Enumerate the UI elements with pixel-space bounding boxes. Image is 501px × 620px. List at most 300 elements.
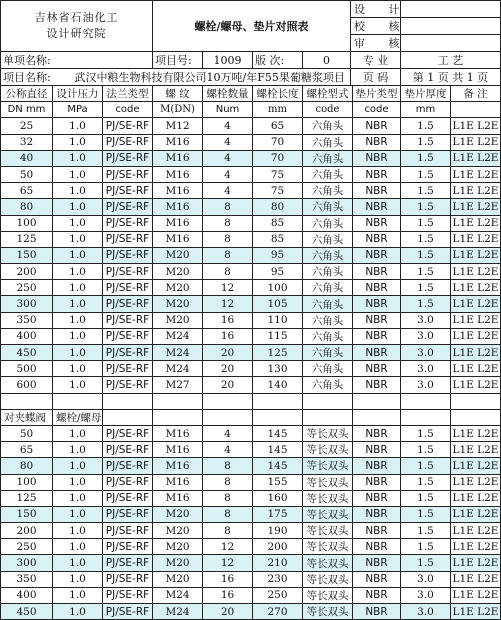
dn-cell: 65 [1,183,53,199]
remarks-cell: L1E L2E [451,361,501,377]
blank-cell [401,409,451,425]
table-row[interactable] [1,539,501,555]
bolt-qty-cell: 12 [203,555,253,571]
gasket-type-cell: NBR [353,571,401,587]
pressure-cell: 1.0 [53,312,103,328]
dn-cell: 400 [1,328,53,344]
table-row[interactable] [1,361,501,377]
table-row[interactable] [1,587,501,603]
bolt-qty-cell: 4 [203,183,253,199]
table-row[interactable] [1,345,501,361]
remarks-cell: L1E L2E [451,134,501,150]
pressure-cell: 1.0 [53,604,103,620]
thread-cell: M20 [153,539,203,555]
thread-cell: M20 [153,247,203,263]
dn-cell: 25 [1,118,53,134]
dn-cell: 50 [1,425,53,441]
bolt-type-cell: 等长双头 [303,490,353,506]
pressure-cell: 1.0 [53,345,103,361]
blank-cell [451,409,501,425]
table-row[interactable] [1,280,501,296]
table-row[interactable] [1,134,501,150]
bolt-qty-cell: 8 [203,199,253,215]
bolt-type-unit: code [303,102,353,118]
bolt-qty-cell: 16 [203,328,253,344]
remarks-cell: L1E L2E [451,523,501,539]
gasket-type-cell: NBR [353,150,401,166]
sign-check-value[interactable] [401,18,501,35]
bolt-type-cell: 六角头 [303,118,353,134]
bolt-length-cell: 100 [253,280,303,296]
pressure-cell: 1.0 [53,150,103,166]
bolt-qty-header: 螺栓数量 [203,86,253,102]
pressure-cell: 1.0 [53,587,103,603]
bolt-length-cell: 190 [253,523,303,539]
gasket-type-cell: NBR [353,523,401,539]
flange-type-cell: PJ/SE-RF [103,458,153,474]
specialty-label: 专 业 [351,52,401,69]
remarks-cell: L1E L2E [451,474,501,490]
bolt-length-cell: 80 [253,199,303,215]
org-name [1,1,153,52]
gasket-thickness-cell: 1.5 [401,474,451,490]
bolt-qty-cell: 8 [203,523,253,539]
gasket-thickness-cell: 1.5 [401,231,451,247]
remarks-unit [451,102,501,118]
gasket-type-cell: NBR [353,247,401,263]
gasket-thickness-cell: 1.5 [401,215,451,231]
dn-cell: 400 [1,587,53,603]
bolt-length-cell: 145 [253,442,303,458]
pressure-cell: 1.0 [53,134,103,150]
dn-unit: DN mm [1,102,53,118]
thread-cell: M20 [153,555,203,571]
bolt-length-cell: 105 [253,296,303,312]
gasket-type-cell: NBR [353,458,401,474]
project-no-value[interactable]: 1009 [203,52,253,69]
bolt-type-cell: 等长双头 [303,539,353,555]
sign-design-value[interactable] [401,1,501,18]
gasket-thickness-cell: 1.5 [401,264,451,280]
flange-type-cell: PJ/SE-RF [103,312,153,328]
gasket-type-cell: NBR [353,361,401,377]
pressure-cell: 1.0 [53,555,103,571]
table-row[interactable] [1,474,501,490]
project-title-text: 武汉中粮生物科技有限公司10万吨/年F55果葡糖浆项目 [74,71,345,84]
flange-type-cell: PJ/SE-RF [103,280,153,296]
thread-cell: M12 [153,118,203,134]
section-label-bolt: 螺栓/螺母 [53,409,103,425]
bolt-type-cell: 等长双头 [303,571,353,587]
gasket-type-cell: NBR [353,312,401,328]
bolt-type-cell: 等长双头 [303,425,353,441]
table-row[interactable] [1,166,501,182]
dn-cell: 80 [1,458,53,474]
specialty-value[interactable]: 工 艺 [401,52,501,69]
remarks-cell: L1E L2E [451,442,501,458]
section-label-valve: 对夹蝶阀 [1,409,53,425]
pressure-cell: 1.0 [53,458,103,474]
thread-unit: M(DN) [153,102,203,118]
bolt-qty-cell: 4 [203,442,253,458]
gasket-thickness-cell: 1.5 [401,425,451,441]
flange-type-cell: PJ/SE-RF [103,215,153,231]
bolt-type-cell: 六角头 [303,312,353,328]
gasket-thickness-cell: 3.0 [401,328,451,344]
dn-header: 公称直径 [1,86,53,102]
blank-cell [253,393,303,409]
dn-cell: 150 [1,247,53,263]
pressure-cell: 1.0 [53,474,103,490]
blank-cell [53,393,103,409]
project-name-label: 单项名称: [1,52,153,69]
remarks-cell: L1E L2E [451,555,501,571]
gasket-thickness-cell: 1.5 [401,506,451,522]
bolt-length-cell: 65 [253,118,303,134]
pressure-header: 设计压力 [53,86,103,102]
gasket-type-cell: NBR [353,555,401,571]
bolt-type-cell: 等长双头 [303,506,353,522]
pressure-cell: 1.0 [53,118,103,134]
flange-type-cell: PJ/SE-RF [103,474,153,490]
table-row[interactable] [1,118,501,134]
table-row[interactable] [1,247,501,263]
dn-cell: 300 [1,296,53,312]
gasket-thickness-cell: 3.0 [401,571,451,587]
gasket-thickness-cell: 3.0 [401,587,451,603]
table-row[interactable] [1,199,501,215]
bolt-length-cell: 175 [253,506,303,522]
gasket-type-cell: NBR [353,604,401,620]
table-row[interactable] [1,183,501,199]
gasket-thickness-cell: 3.0 [401,312,451,328]
version-value[interactable]: 0 [303,52,351,69]
pressure-cell: 1.0 [53,490,103,506]
flange-type-cell: PJ/SE-RF [103,361,153,377]
flange-type-cell: PJ/SE-RF [103,425,153,441]
thread-header: 螺 纹 [153,86,203,102]
thread-cell: M24 [153,587,203,603]
gasket-type-cell: NBR [353,506,401,522]
page-info: 第 1 页 共 1 页 [401,69,501,86]
gasket-type-unit: code [353,102,401,118]
bolt-qty-cell: 8 [203,231,253,247]
org-line-1: 吉林省石油化工 [34,11,119,24]
bolt-qty-cell: 20 [203,604,253,620]
gasket-thickness-cell: 1.5 [401,490,451,506]
gasket-type-cell: NBR [353,183,401,199]
bolt-length-cell: 70 [253,150,303,166]
thread-cell: M16 [153,425,203,441]
gasket-type-cell: NBR [353,442,401,458]
flange-type-cell: PJ/SE-RF [103,523,153,539]
bolt-length-cell: 155 [253,474,303,490]
bolt-type-cell: 六角头 [303,296,353,312]
bolt-qty-cell: 8 [203,458,253,474]
table-row[interactable] [1,312,501,328]
dn-cell: 40 [1,150,53,166]
butterfly-valve-rows [1,425,501,619]
table-row[interactable] [1,150,501,166]
gasket-thickness-cell: 1.5 [401,280,451,296]
bolt-length-cell: 125 [253,345,303,361]
bolt-qty-cell: 8 [203,506,253,522]
pressure-unit: MPa [53,102,103,118]
dn-cell: 125 [1,490,53,506]
blank-cell [103,409,153,425]
gasket-type-cell: NBR [353,425,401,441]
bolt-type-cell: 六角头 [303,183,353,199]
bolt-type-cell: 六角头 [303,377,353,393]
gasket-thickness-cell: 1.5 [401,296,451,312]
remarks-cell: L1E L2E [451,280,501,296]
gasket-thickness-cell: 1.5 [401,539,451,555]
pressure-cell: 1.0 [53,183,103,199]
flange-type-cell: PJ/SE-RF [103,183,153,199]
bolt-length-cell: 140 [253,377,303,393]
blank-cell [203,409,253,425]
thread-cell: M20 [153,571,203,587]
thread-cell: M24 [153,604,203,620]
hex-bolt-rows [1,118,501,393]
gasket-type-cell: NBR [353,199,401,215]
gasket-thickness-cell: 3.0 [401,604,451,620]
gasket-type-cell: NBR [353,296,401,312]
bolt-qty-cell: 20 [203,377,253,393]
blank-cell [1,393,53,409]
pressure-cell: 1.0 [53,166,103,182]
gasket-type-cell: NBR [353,280,401,296]
gasket-type-cell: NBR [353,118,401,134]
bolt-type-cell: 等长双头 [303,604,353,620]
thread-cell: M16 [153,490,203,506]
bolt-table [0,85,501,620]
thread-cell: M16 [153,134,203,150]
gasket-thickness-cell: 1.5 [401,150,451,166]
bolt-length-cell: 200 [253,539,303,555]
flange-type-cell: PJ/SE-RF [103,247,153,263]
bolt-length-cell: 130 [253,361,303,377]
flange-type-cell: PJ/SE-RF [103,150,153,166]
pressure-cell: 1.0 [53,442,103,458]
pressure-cell: 1.0 [53,247,103,263]
pressure-cell: 1.0 [53,199,103,215]
gasket-type-cell: NBR [353,539,401,555]
gasket-thickness-cell: 1.5 [401,118,451,134]
flange-type-unit: code [103,102,153,118]
project-title-value[interactable] [74,69,351,86]
gasket-thickness-cell: 1.5 [401,555,451,571]
thread-cell: M16 [153,458,203,474]
table-row[interactable] [1,490,501,506]
table-row[interactable] [1,523,501,539]
gasket-type-cell: NBR [353,231,401,247]
gasket-type-cell: NBR [353,215,401,231]
flange-type-cell: PJ/SE-RF [103,442,153,458]
bolt-length-cell: 270 [253,604,303,620]
bolt-type-cell: 六角头 [303,247,353,263]
bolt-length-cell: 210 [253,555,303,571]
bolt-qty-cell: 4 [203,166,253,182]
table-row[interactable] [1,377,501,393]
blank-cell [303,409,353,425]
dn-cell: 300 [1,555,53,571]
flange-type-cell: PJ/SE-RF [103,571,153,587]
remarks-cell: L1E L2E [451,118,501,134]
bolt-length-unit: mm [253,102,303,118]
bolt-length-cell: 70 [253,134,303,150]
flange-type-cell: PJ/SE-RF [103,118,153,134]
pressure-cell: 1.0 [53,361,103,377]
table-row[interactable] [1,555,501,571]
table-row[interactable] [1,296,501,312]
flange-type-cell: PJ/SE-RF [103,199,153,215]
dn-cell: 80 [1,199,53,215]
dn-cell: 50 [1,166,53,182]
gasket-type-cell: NBR [353,587,401,603]
pressure-cell: 1.0 [53,539,103,555]
table-row[interactable] [1,215,501,231]
bolt-type-cell: 等长双头 [303,458,353,474]
bolt-qty-cell: 8 [203,490,253,506]
gasket-thickness-cell: 1.5 [401,442,451,458]
pressure-cell: 1.0 [53,377,103,393]
dn-cell: 250 [1,280,53,296]
blank-cell [153,409,203,425]
dn-cell: 450 [1,345,53,361]
thread-cell: M16 [153,150,203,166]
thread-cell: M16 [153,199,203,215]
thread-cell: M20 [153,280,203,296]
remarks-cell: L1E L2E [451,587,501,603]
bolt-type-cell: 六角头 [303,264,353,280]
dn-cell: 350 [1,312,53,328]
bolt-type-cell: 等长双头 [303,442,353,458]
bolt-qty-cell: 16 [203,571,253,587]
blank-cell [253,409,303,425]
remarks-cell: L1E L2E [451,247,501,263]
bolt-qty-cell: 8 [203,474,253,490]
remarks-cell: L1E L2E [451,377,501,393]
bolt-type-cell: 等长双头 [303,474,353,490]
blank-cell [353,409,401,425]
gasket-thickness-cell: 3.0 [401,377,451,393]
remarks-cell: L1E L2E [451,571,501,587]
project-no-label: 项目号: [153,52,203,69]
bolt-length-header: 螺栓长度 [253,86,303,102]
sheet-header [0,0,501,52]
thread-cell: M16 [153,183,203,199]
bolt-length-cell: 110 [253,312,303,328]
bolt-qty-cell: 4 [203,425,253,441]
remarks-cell: L1E L2E [451,490,501,506]
thread-cell: M16 [153,474,203,490]
bolt-length-cell: 160 [253,490,303,506]
bolt-type-cell: 六角头 [303,361,353,377]
pressure-cell: 1.0 [53,506,103,522]
bolt-qty-cell: 8 [203,247,253,263]
dn-cell: 500 [1,361,53,377]
remarks-cell: L1E L2E [451,425,501,441]
gasket-type-cell: NBR [353,166,401,182]
pressure-cell: 1.0 [53,425,103,441]
bolt-type-cell: 六角头 [303,345,353,361]
bolt-qty-cell: 16 [203,312,253,328]
flange-type-cell: PJ/SE-RF [103,490,153,506]
flange-type-header: 法兰类型 [103,86,153,102]
bolt-qty-cell: 16 [203,587,253,603]
gasket-thickness-cell: 1.5 [401,183,451,199]
table-row[interactable] [1,425,501,441]
table-row[interactable] [1,328,501,344]
table-row[interactable] [1,506,501,522]
table-row[interactable] [1,442,501,458]
flange-type-cell: PJ/SE-RF [103,555,153,571]
thread-cell: M16 [153,166,203,182]
bolt-length-cell: 145 [253,458,303,474]
table-row[interactable] [1,604,501,620]
remarks-cell: L1E L2E [451,296,501,312]
column-header-row [1,86,501,102]
pressure-cell: 1.0 [53,296,103,312]
gasket-thickness-cell: 3.0 [401,361,451,377]
remarks-cell: L1E L2E [451,328,501,344]
gasket-thickness-unit: mm [401,102,451,118]
table-row[interactable] [1,571,501,587]
thread-cell: M24 [153,345,203,361]
version-label: 版 次: [253,52,303,69]
thread-cell: M24 [153,361,203,377]
table-row[interactable] [1,458,501,474]
bolt-type-cell: 六角头 [303,150,353,166]
dn-cell: 350 [1,571,53,587]
gasket-thickness-cell: 1.5 [401,247,451,263]
bolt-length-cell: 75 [253,166,303,182]
bolt-type-cell: 等长双头 [303,555,353,571]
bolt-type-cell: 等长双头 [303,523,353,539]
project-label: 项目名称: [1,69,153,86]
remarks-cell: L1E L2E [451,604,501,620]
dn-cell: 600 [1,377,53,393]
pressure-cell: 1.0 [53,523,103,539]
remarks-header: 备 注 [451,86,501,102]
bolt-qty-unit: Num [203,102,253,118]
table-row[interactable] [1,231,501,247]
bolt-type-cell: 六角头 [303,231,353,247]
flange-type-cell: PJ/SE-RF [103,166,153,182]
blank-cell [401,393,451,409]
dn-cell: 250 [1,539,53,555]
table-row[interactable] [1,264,501,280]
bolt-length-cell: 85 [253,231,303,247]
dn-cell: 100 [1,215,53,231]
dn-cell: 100 [1,474,53,490]
bolt-type-cell: 六角头 [303,199,353,215]
bolt-qty-cell: 12 [203,539,253,555]
gasket-thickness-cell: 3.0 [401,345,451,361]
gasket-type-cell: NBR [353,328,401,344]
bolt-length-cell: 95 [253,264,303,280]
bolt-type-cell: 六角头 [303,280,353,296]
dn-cell: 150 [1,506,53,522]
gasket-thickness-cell: 1.5 [401,199,451,215]
flange-type-cell: PJ/SE-RF [103,328,153,344]
bolt-qty-cell: 12 [203,280,253,296]
gasket-type-cell: NBR [353,490,401,506]
sign-review-value[interactable] [401,35,501,52]
thread-cell: M20 [153,296,203,312]
org-line-2: 设计研究院 [46,27,107,40]
